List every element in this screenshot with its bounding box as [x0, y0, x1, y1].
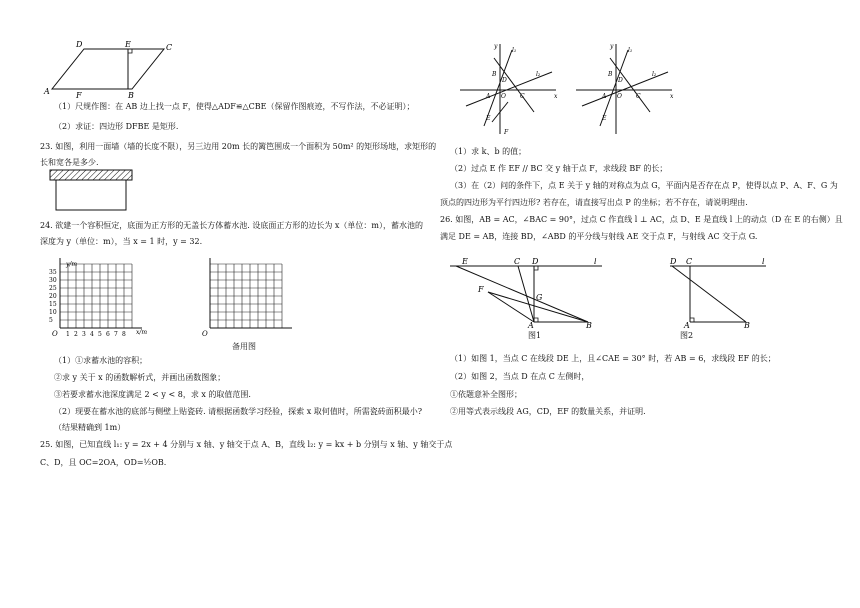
q25-q3a: （3）在（2）问的条件下，点 E 关于 y 轴的对称点为点 G，平面内是否存在点 P，使得以点 P、A、F、G 为 — [450, 181, 838, 190]
y-tick-label: 5 — [49, 317, 53, 324]
label-A: A — [486, 93, 491, 100]
q24-q2b: （结果精确到 1m） — [54, 423, 126, 432]
x-tick-label: 8 — [122, 331, 126, 338]
q26-fig1-caption: 图1 — [528, 331, 542, 340]
q26-line2: 满足 DE = AB，连接 BD，∠ABD 的平分线与射线 AE 交于点 F，与射线 AC 交于点 G. — [440, 232, 758, 241]
q23-line1: 23. 如图，利用一面墙（墙的长度不限），另三边用 20m 长的篱笆围成一个面积为 50m² 的矩形场地，求矩形的 — [40, 142, 437, 151]
q24-line1: 24. 欲建一个容积恒定，底面为正方形的无盖长方体蓄水池. 设底面正方形的边长为 x（单位：m），蓄水池的 — [40, 221, 423, 230]
q24-q1b: ②求 y 关于 x 的函数解析式，并画出函数图象； — [54, 373, 226, 382]
label-l2: l₂ — [652, 71, 657, 78]
x-tick-label: 5 — [98, 331, 102, 338]
label-E: E — [486, 115, 491, 122]
label-A: A — [684, 321, 690, 328]
label-D: D — [76, 40, 83, 49]
x-tick-label: 3 — [82, 331, 86, 338]
label-F: F — [504, 129, 509, 136]
q22-part1: （1）尺规作图：在 AB 边上找一点 F，使得△ADF≌△CBE（保留作图痕迹，不写作法，不必证明）； — [54, 102, 415, 111]
label-B: B — [608, 71, 613, 78]
label-E: E — [462, 258, 468, 266]
y-axis-label: y/m — [66, 261, 78, 268]
q22-part2: （2）求证：四边形 DFBE 是矩形. — [54, 122, 179, 131]
y-tick-label: 20 — [49, 293, 57, 300]
label-l2: l₂ — [536, 71, 541, 78]
y-axis-label: y — [494, 43, 498, 50]
label-l: l — [762, 258, 765, 266]
label-C: C — [166, 43, 173, 52]
y-tick-label: 25 — [49, 285, 57, 292]
label-C: C — [514, 258, 521, 266]
label-E: E — [125, 40, 131, 49]
label-D: D — [532, 258, 539, 266]
label-D: D — [670, 258, 677, 266]
q25-figure-2 — [572, 38, 682, 138]
label-E: E — [602, 115, 607, 122]
label-D: D — [502, 77, 507, 84]
x-axis-label: x — [554, 93, 558, 100]
q26-fig2-caption: 图2 — [680, 331, 694, 340]
label-B: B — [744, 321, 750, 328]
label-l1: l₁ — [628, 47, 633, 54]
x-tick-label: 2 — [74, 331, 78, 338]
label-O: O — [501, 93, 506, 100]
spare-grid-caption: 备用图 — [232, 342, 256, 351]
label-l1: l₁ — [512, 47, 517, 54]
q25-q3b: 顶点的四边形为平行四边形? 若存在，请直接写出点 P 的坐标；若不存在，请说明理由. — [440, 198, 748, 207]
x-tick-label: 7 — [114, 331, 118, 338]
q26-figure-1 — [446, 258, 606, 328]
q25-line1: 25. 如图，已知直线 l₁: y = 2x + 4 分别与 x 轴、y 轴交于点 A、B，直线 l₂: y = kx + b 分别与 x 轴、y 轴交于点 — [40, 440, 453, 449]
q26-q2: （2）如图 2，当点 D 在点 C 左侧时， — [450, 372, 590, 381]
parallelogram-figure — [40, 38, 180, 100]
q25-q2: （2）过点 E 作 EF // BC 交 y 轴于点 F，求线段 BF 的长； — [450, 164, 668, 173]
label-B: B — [128, 91, 134, 100]
label-B: B — [492, 71, 497, 78]
label-F: F — [478, 285, 484, 294]
q24-q2a: （2）现要在蓄水池的底部与侧壁上贴瓷砖. 请根据函数学习经验，探索 x 取何值时，所需瓷砖面积最小? — [54, 407, 423, 416]
q25-line2: C、D，且 OC=2OA，OD=½OB. — [40, 458, 167, 467]
label-D: D — [618, 77, 623, 84]
x-tick-label: 4 — [90, 331, 94, 338]
label-C: C — [686, 258, 693, 266]
label-l: l — [594, 258, 597, 266]
label-A: A — [602, 93, 607, 100]
coordinate-grid — [46, 250, 156, 340]
wall-fence-figure — [48, 168, 138, 214]
y-tick-label: 10 — [49, 309, 57, 316]
label-C: C — [636, 93, 641, 100]
q26-q1: （1）如图 1，当点 C 在线段 DE 上，且∠CAE = 30° 时，若 AB = 6，求线段 EF 的长； — [450, 354, 776, 363]
q24-line2: 深度为 y（单位：m），当 x = 1 时，y = 32. — [40, 237, 203, 246]
q26-figure-2 — [666, 258, 776, 328]
x-axis-label: x/m — [136, 329, 148, 336]
x-tick-label: 1 — [66, 331, 70, 338]
origin-label: O — [202, 330, 208, 338]
label-O: O — [617, 93, 622, 100]
x-tick-label: 6 — [106, 331, 110, 338]
label-B: B — [586, 321, 592, 328]
x-axis-label: x — [670, 93, 674, 100]
label-C: C — [520, 93, 525, 100]
q24-q1a: （1）①求蓄水池的容积； — [54, 356, 148, 365]
q25-figure-1 — [456, 38, 566, 138]
label-G: G — [536, 293, 543, 302]
label-A: A — [44, 87, 50, 96]
q25-q1: （1）求 k、b 的值； — [450, 147, 527, 156]
origin-label: O — [52, 330, 58, 338]
spare-coordinate-grid — [196, 250, 296, 340]
q24-q1c: ③若要求蓄水池深度满足 2 < y < 8，求 x 的取值范围. — [54, 390, 251, 399]
label-F: F — [76, 91, 82, 100]
y-tick-label: 30 — [49, 277, 57, 284]
q26-q2a: ①依题意补全图形； — [450, 390, 522, 399]
q26-line1: 26. 如图，AB = AC，∠BAC = 90°，过点 C 作直线 l ⊥ AC，点 D、E 是直线 l 上的动点（D 在 E 的右侧）且 — [440, 215, 843, 224]
y-axis-label: y — [610, 43, 614, 50]
label-A: A — [528, 321, 534, 328]
y-tick-label: 35 — [49, 269, 57, 276]
q23-line2: 长和宽各是多少. — [40, 158, 99, 167]
q26-q2b: ②用等式表示线段 AG，CD，EF 的数量关系，并证明. — [450, 407, 646, 416]
y-tick-label: 15 — [49, 301, 57, 308]
